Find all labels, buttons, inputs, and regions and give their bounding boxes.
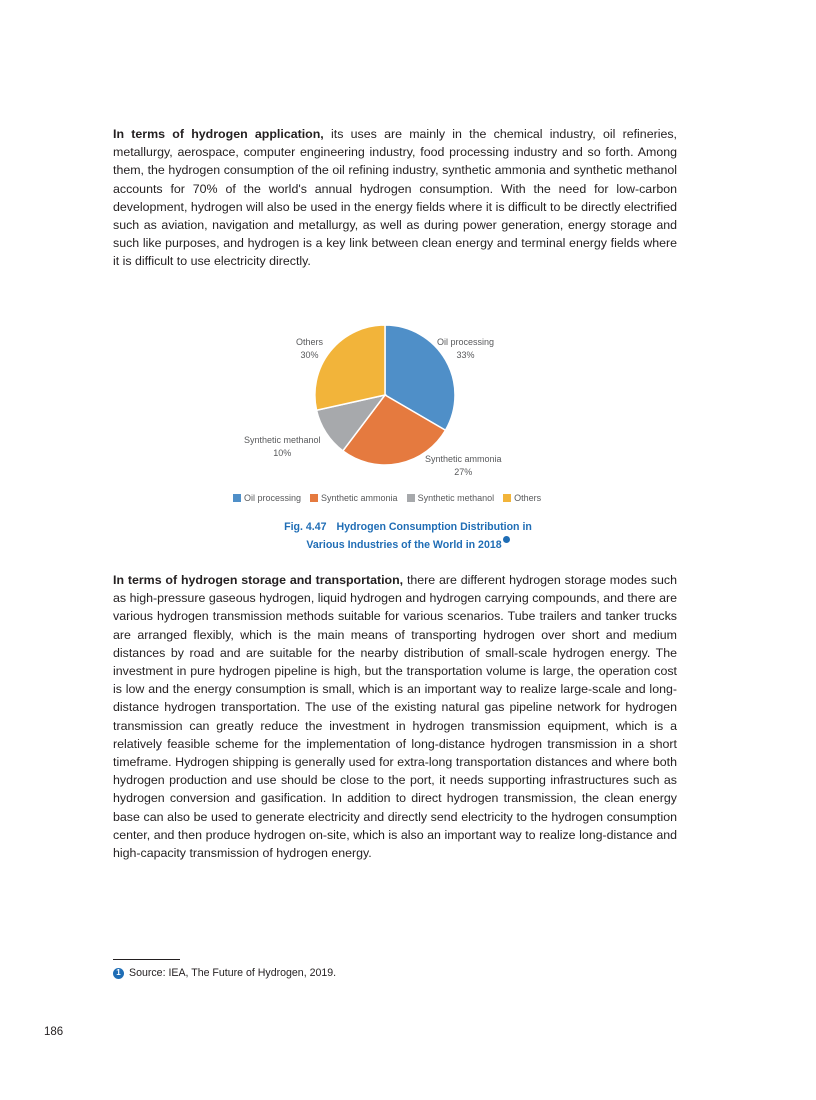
paragraph-lead: In terms of hydrogen application,: [113, 127, 324, 141]
legend-item-oil-processing: [233, 493, 301, 503]
footnote-number-icon: 1: [113, 968, 124, 979]
paragraph-body: its uses are mainly in the chemical industry, oil refineries, metallurgy, aerospace, computer engineering industry, food processing industry and so forth. Among them, the hydrogen consumption of the oil refining industry, synthetic ammonia and synthetic methanol accounts for 70% of the world's annual hydrogen consumption. With the need for low-carbon development, hydrogen will also be used in the energy fields where it is difficult to be directly electrified such as aviation, navigation and metallurgy, as well as during power generation, energy storage and such like purposes, and hydrogen is a key link between clean energy and terminal energy fields where it is difficult to use electricity directly.: [113, 127, 677, 269]
label-name: Synthetic methanol: [244, 435, 321, 445]
footnote-text: Source: IEA, The Future of Hydrogen, 2019.: [129, 967, 337, 979]
label-synthetic-methanol: [244, 434, 321, 460]
legend-swatch: [233, 494, 241, 502]
legend-swatch: [407, 494, 415, 502]
footnote-divider: [113, 959, 180, 960]
slice-others: [315, 325, 385, 410]
legend-item-synthetic-ammonia: [310, 493, 398, 503]
legend-label: Synthetic ammonia: [321, 493, 398, 503]
paragraph-hydrogen-application: [113, 125, 677, 271]
footnote-ref-icon[interactable]: [503, 536, 510, 543]
figure-caption: [213, 518, 603, 554]
label-value: 27%: [454, 467, 473, 477]
caption-line-2: [213, 536, 603, 554]
label-name: Synthetic ammonia: [425, 454, 502, 464]
paragraph-body: there are different hydrogen storage modes such as high-pressure gaseous hydrogen, liquid hydrogen and hydrogen carrying compounds, and there are various hydrogen transmission methods suitable for various scenarios. Tube trailers and tanker trucks are arranged flexibly, which is the main means of transporting hydrogen over short and medium distances by road and are suitable for the nearby distribution of small-scale hydrogen energy. The investment in pure hydrogen pipeline is high, but the transportation volume is large, the operation cost is low and the energy consumption is small, which is an important way to realize large-scale and long-distance hydrogen transportation. The use of the existing natural gas pipeline network for hydrogen transmission can greatly reduce the investment in hydrogen transmission equipment, which is a relatively feasible scheme for the implementation of long-distance hydrogen transmission in a short timeframe. Hydrogen shipping is generally used for extra-long transportation distances and where both hydrogen production and use should be close to the port, it needs supporting infrastructures such as hydrogen conversion and gasification. In addition to direct hydrogen transmission, the clean energy base can also be used to generate electricity and directly send electricity to the hydrogen consumption center, and then produce hydrogen on-site, which is also an important way to realize long-distance and high-capacity transmission of hydrogen energy.: [113, 573, 677, 861]
label-oil-processing: [437, 336, 494, 362]
legend-label: Synthetic methanol: [417, 493, 495, 503]
footnote: [113, 967, 336, 979]
label-value: 10%: [273, 448, 292, 458]
legend-item-others: [503, 493, 541, 503]
label-others: [296, 336, 323, 362]
caption-title-1: Hydrogen Consumption Distribution in: [336, 521, 532, 533]
legend-item-synthetic-methanol: [407, 493, 495, 503]
label-name: Oil processing: [437, 337, 495, 347]
caption-title-2: Various Industries of the World in 2018: [306, 539, 502, 551]
paragraph-hydrogen-storage: [113, 571, 677, 862]
caption-line-1: [213, 518, 603, 536]
legend-swatch: [503, 494, 511, 502]
legend-label: Oil processing: [244, 493, 302, 503]
label-synthetic-ammonia: [425, 453, 502, 479]
chart-legend: [233, 493, 541, 503]
figure-number: Fig. 4.47: [284, 521, 327, 533]
page-number: 186: [44, 1026, 64, 1038]
label-value: 30%: [300, 350, 319, 360]
label-value: 33%: [456, 350, 475, 360]
legend-swatch: [310, 494, 318, 502]
legend-label: Others: [514, 493, 542, 503]
paragraph-lead: In terms of hydrogen storage and transportation,: [113, 573, 404, 587]
label-name: Others: [296, 337, 324, 347]
